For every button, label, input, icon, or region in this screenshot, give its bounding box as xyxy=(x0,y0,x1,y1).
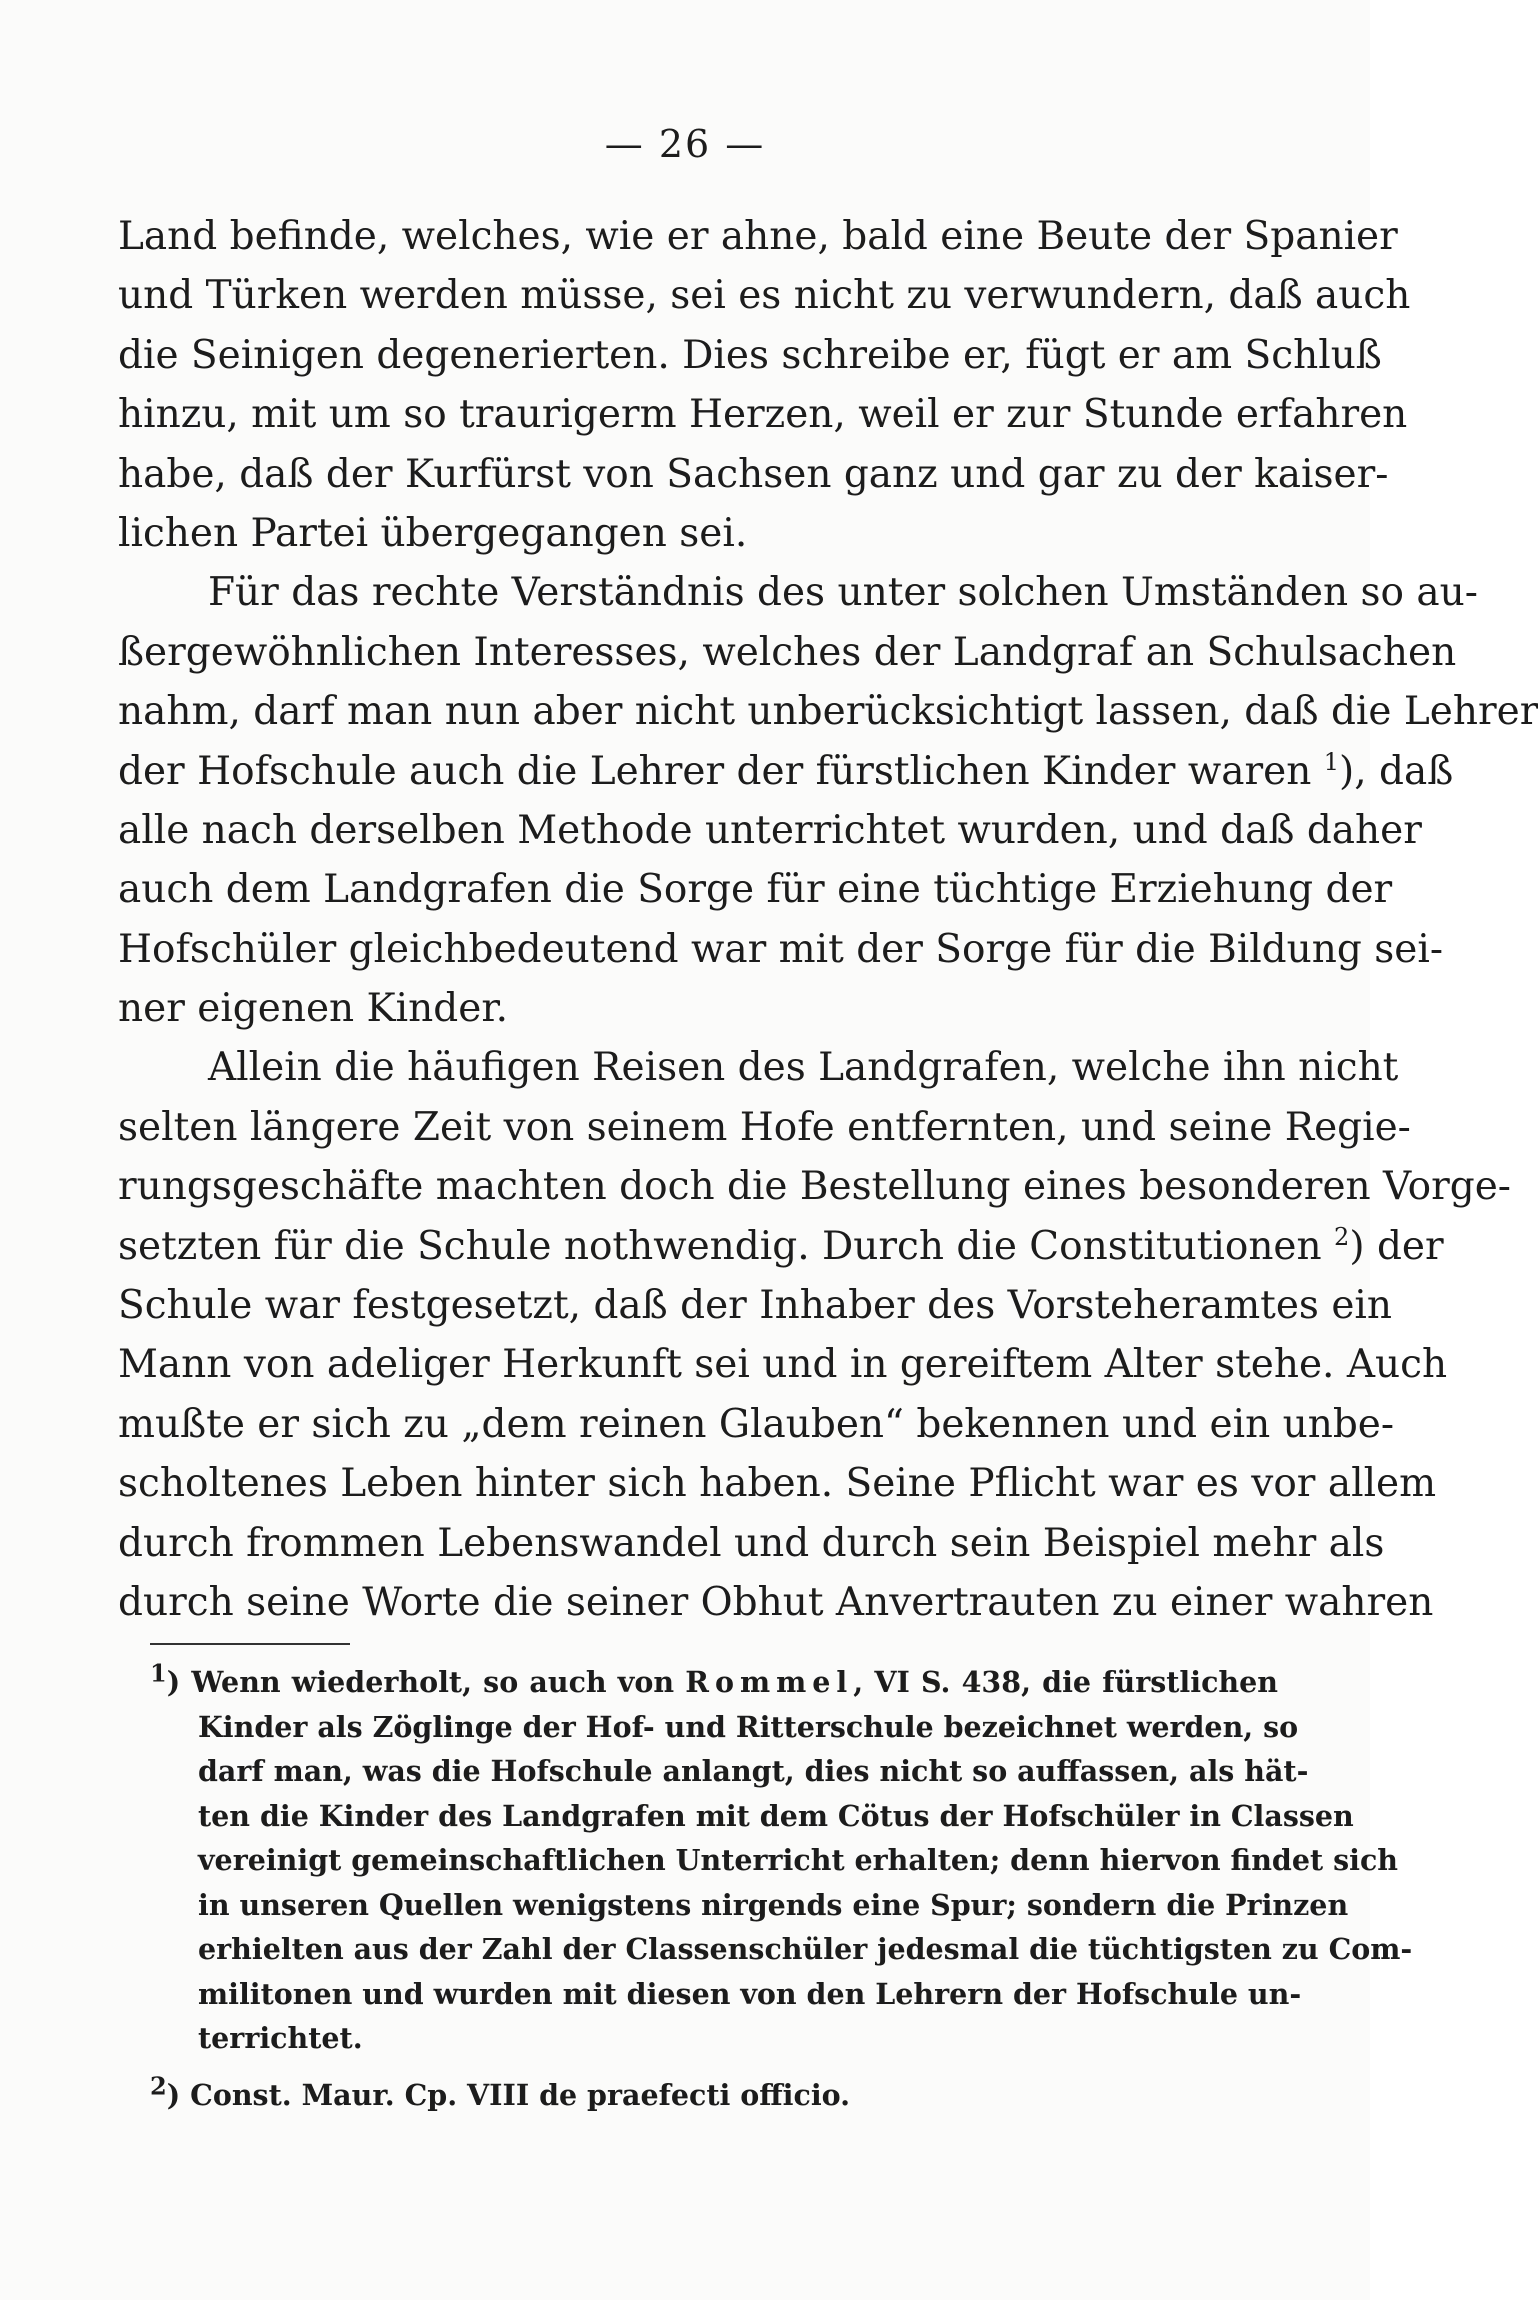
footnotes xyxy=(118,1658,1413,2117)
text-line: mußte er sich zu „dem reinen Glauben“ bekennen und ein unbe- xyxy=(118,1401,1395,1447)
text-line: die Seinigen degenerierten. Dies schreibe er, fügt er am Schluß xyxy=(118,332,1382,378)
text-line: Hofschüler gleichbedeutend war mit der Sorge für die Bildung sei- xyxy=(118,926,1443,972)
footnote-1-line: terrichtet. xyxy=(198,2021,363,2055)
text-line: rungsgeschäfte machten doch die Bestellung eines besonderen Vorge- xyxy=(118,1164,1511,1210)
footnote-1-line: vereinigt gemeinschaftlichen Unterricht erhalten; denn hiervon findet sich xyxy=(198,1843,1399,1877)
main-text xyxy=(118,207,1538,1632)
text-line: alle nach derselben Methode unterrichtet wurden, und daß daher xyxy=(118,807,1422,853)
footnote-marker-close: ) xyxy=(166,2077,181,2112)
text-line: Für das rechte Verständnis des unter solchen Umständen so au- xyxy=(208,570,1478,616)
text-line: scholtenes Leben hinter sich haben. Seine Pflicht war es vor allem xyxy=(118,1461,1437,1507)
text-line: nahm, darf man nun aber nicht unberücksichtigt lassen, daß die Lehrer xyxy=(118,689,1538,735)
text-line: durch seine Worte die seiner Obhut Anvertrauten zu einer wahren xyxy=(118,1579,1434,1625)
footnote-2-line xyxy=(118,2073,1278,2118)
footnote-divider xyxy=(150,1643,350,1645)
text-line: durch frommen Lebenswandel und durch sein Beispiel mehr als xyxy=(118,1520,1385,1566)
text-line: habe, daß der Kurfürst von Sachsen ganz und gar zu der kaiser- xyxy=(118,451,1389,497)
text-line: Allein die häufigen Reisen des Landgrafen, welche ihn nicht xyxy=(208,1045,1399,1091)
footnote-1-marker: 1 xyxy=(150,1658,167,1688)
footnote-ref-2[interactable]: 2 xyxy=(1334,1222,1350,1251)
footnote-1-line xyxy=(118,1660,1278,1705)
author-name: Rommel xyxy=(685,1665,854,1699)
footnote-1-line: militonen und wurden mit diesen von den Lehrern der Hofschule un- xyxy=(198,1976,1302,2011)
text-segment: Wenn wiederholt, so auch von xyxy=(191,1665,675,1699)
text-line: selten längere Zeit von seinem Hofe entfernten, und seine Regie- xyxy=(118,1104,1411,1150)
text-line-with-footnote xyxy=(118,742,1454,801)
page-number: — 26 — xyxy=(604,122,766,166)
footnote-1-line: in unseren Quellen wenigstens nirgends eine Spur; sondern die Prinzen xyxy=(198,1887,1349,1922)
text-line: und Türken werden müsse, sei es nicht zu verwundern, daß auch xyxy=(118,273,1411,319)
text-line: Mann von adeliger Herkunft sei und in gereiftem Alter stehe. Auch xyxy=(118,1342,1448,1388)
text-line: ner eigenen Kinder. xyxy=(118,986,509,1032)
text-segment: ) der xyxy=(1349,1223,1444,1269)
footnote-2-marker: 2 xyxy=(150,2071,167,2100)
text-segment: der Hofschule auch die Lehrer der fürstlichen Kinder waren xyxy=(118,748,1312,794)
footnote-1-line: Kinder als Zöglinge der Hof- und Ritterschule bezeichnet werden, so xyxy=(198,1709,1299,1744)
footnote-1-line: ten die Kinder des Landgrafen mit dem Cötus der Hofschüler in Classen xyxy=(198,1798,1354,1833)
text-segment: ), daß xyxy=(1339,748,1454,794)
text-line: lichen Partei übergegangen sei. xyxy=(118,510,748,556)
footnote-1-line: darf man, was die Hofschule anlangt, dies nicht so auffassen, als hät- xyxy=(198,1754,1309,1788)
text-segment: setzten für die Schule nothwendig. Durch die Constitutionen xyxy=(118,1223,1322,1269)
text-line: auch dem Landgrafen die Sorge für eine tüchtige Erziehung der xyxy=(118,867,1393,913)
text-line: ßergewöhnlichen Interesses, welches der Landgraf an Schulsachen xyxy=(118,629,1457,675)
footnote-marker-close: ) xyxy=(166,1665,181,1699)
footnote-ref-1[interactable]: 1 xyxy=(1323,747,1339,776)
text-line: Land befinde, welches, wie er ahne, bald eine Beute der Spanier xyxy=(118,214,1398,259)
text-segment: , VI S. 438, die fürstlichen xyxy=(853,1665,1278,1699)
text-segment: Const. Maur. Cp. VIII de praefecti officio. xyxy=(190,2077,851,2112)
text-line-with-footnote xyxy=(118,1217,1444,1276)
footnote-1-line: erhielten aus der Zahl der Classenschüler jedesmal die tüchtigsten zu Com- xyxy=(198,1932,1413,1966)
text-line: Schule war festgesetzt, daß der Inhaber des Vorsteheramtes ein xyxy=(118,1283,1393,1329)
text-line: hinzu, mit um so traurigerm Herzen, weil er zur Stunde erfahren xyxy=(118,392,1408,438)
